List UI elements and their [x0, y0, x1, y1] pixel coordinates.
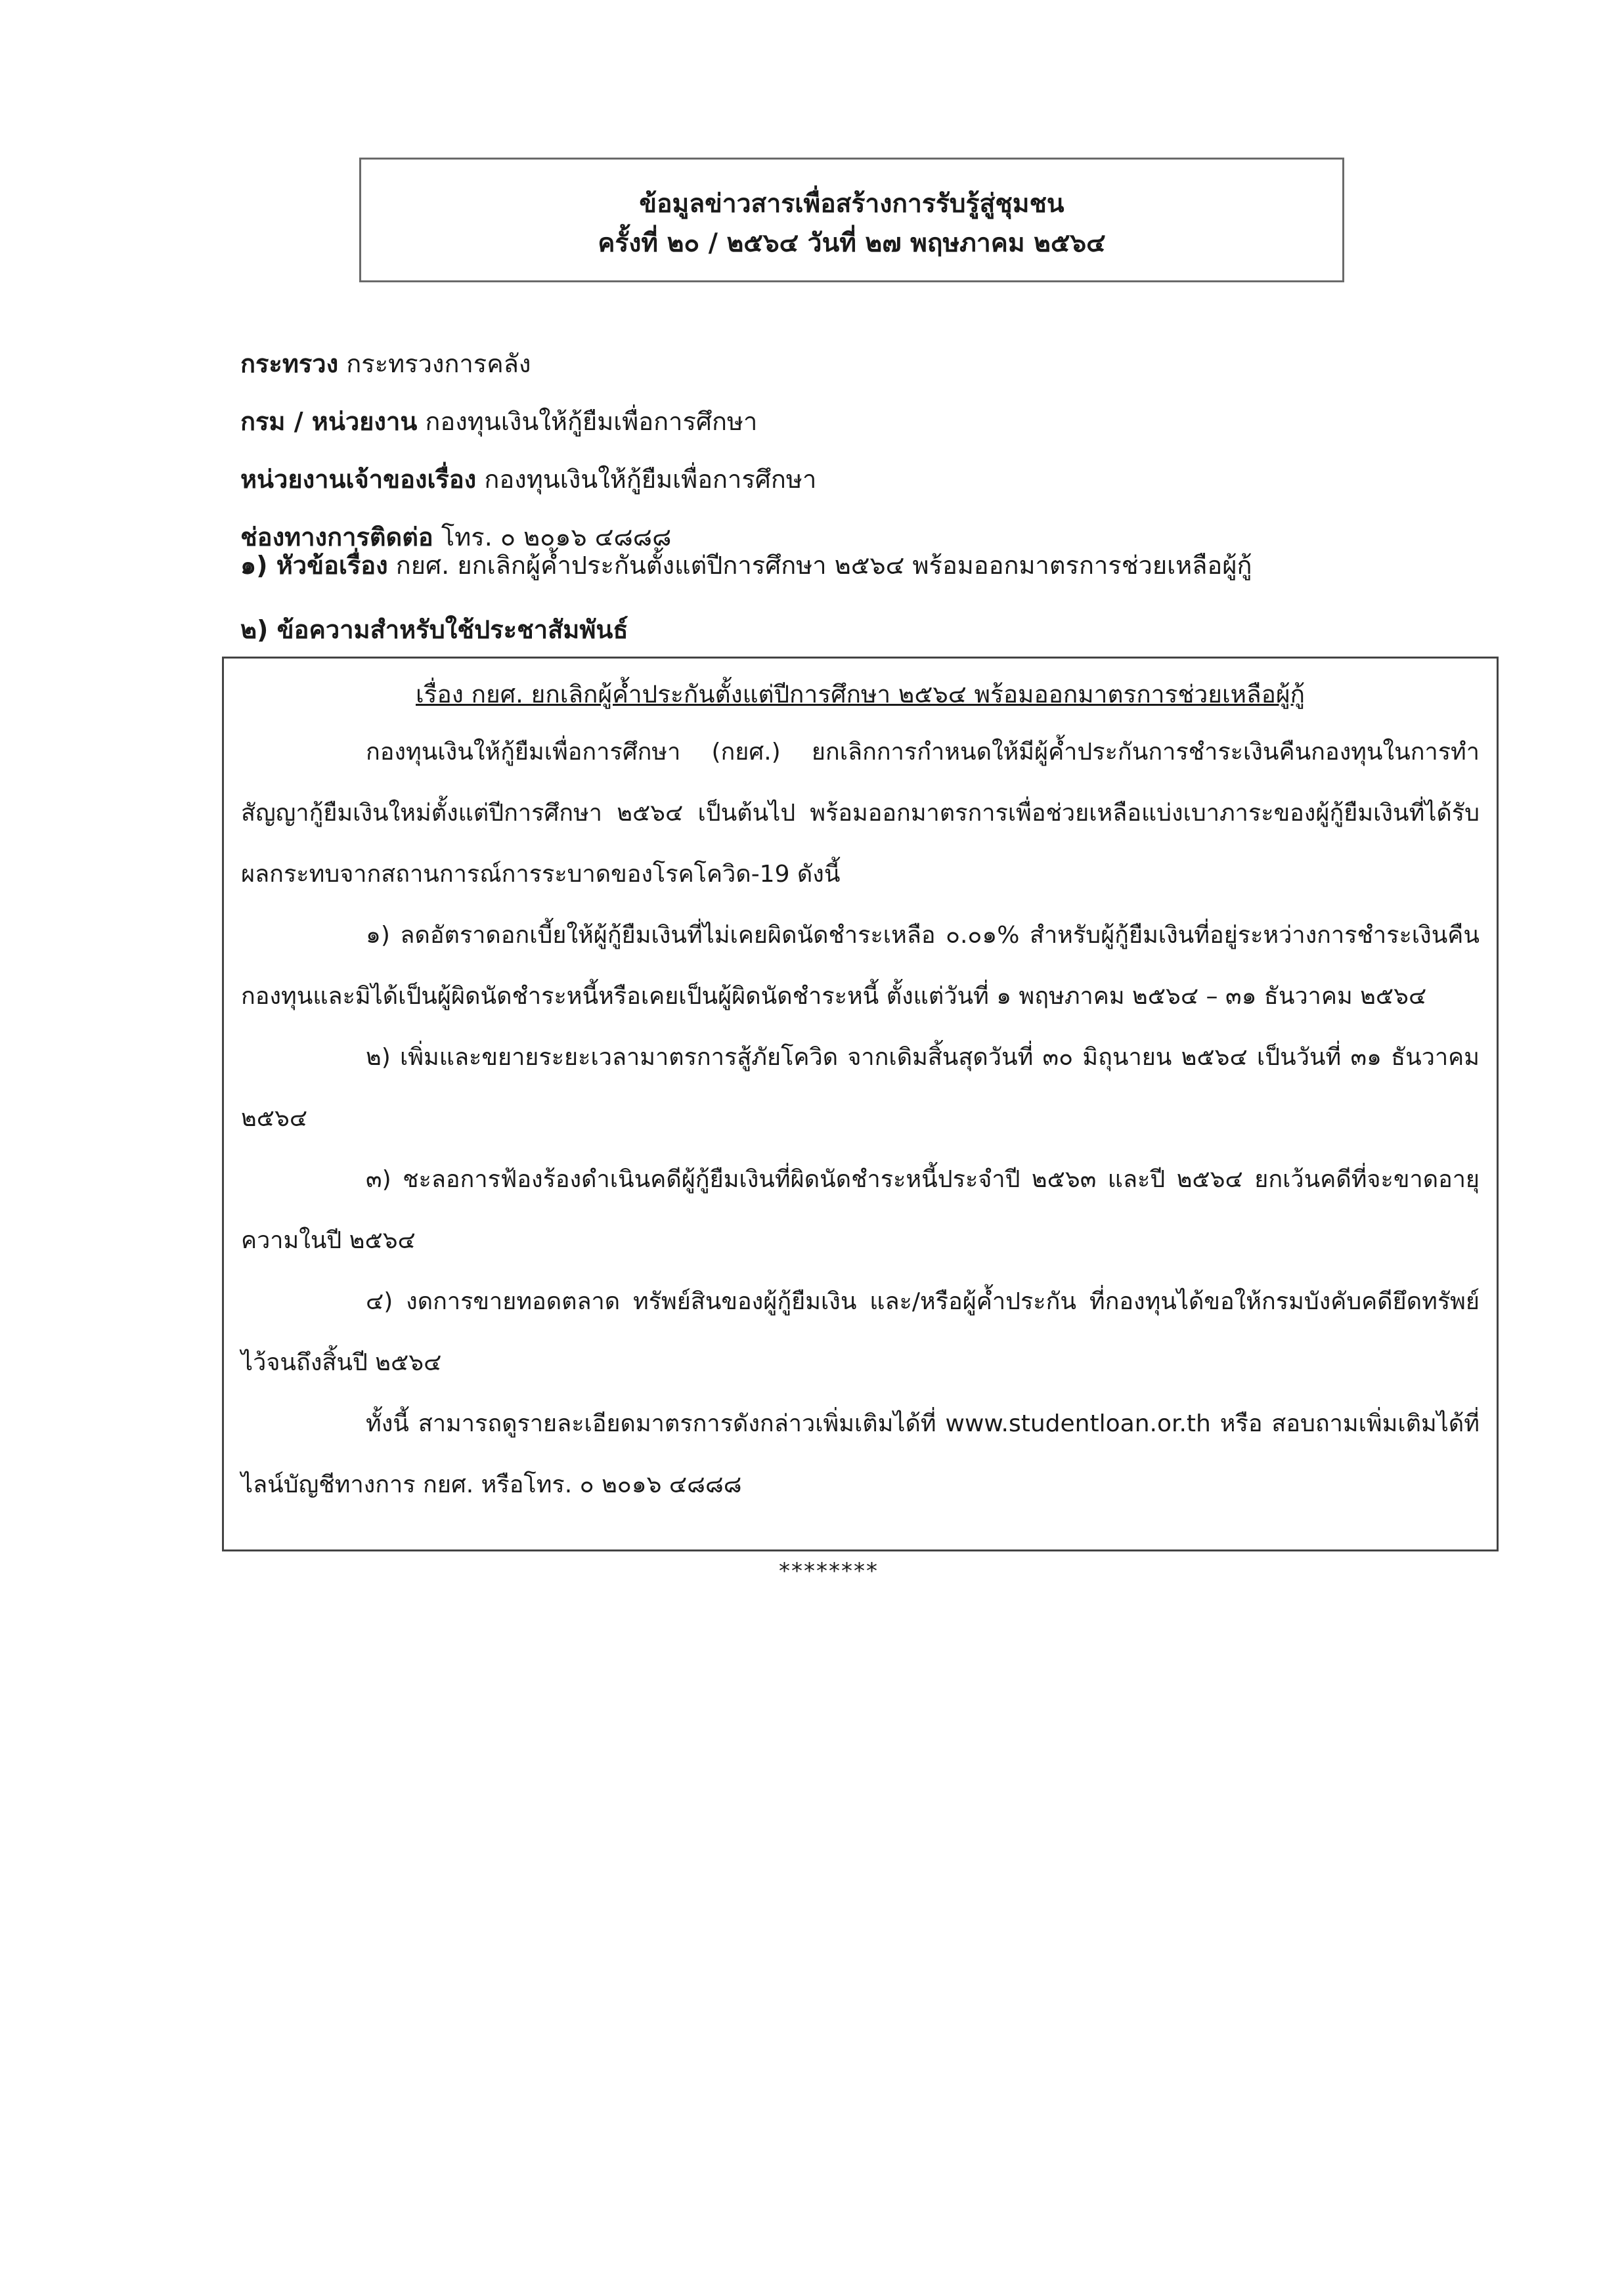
press-release-box	[222, 657, 1499, 1551]
owner-value: กองทุนเงินให้กู้ยืมเพื่อการศึกษา	[484, 465, 817, 494]
press-release-subject: เรื่อง กยศ. ยกเลิกผู้ค้ำประกันตั้งแต่ปีการศึกษา ๒๕๖๔ พร้อมออกมาตรการช่วยเหลือผู้กู้	[416, 680, 1305, 708]
section-1-value: กยศ. ยกเลิกผู้ค้ำประกันตั้งแต่ปีการศึกษา ๒๕๖๔ พร้อมออกมาตรการช่วยเหลือผู้กู้	[395, 551, 1252, 580]
issue-number-date: ครั้งที่ ๒๐ / ๒๕๖๔ วันที่ ๒๗ พฤษภาคม ๒๕๖๔	[598, 228, 1106, 258]
intro-paragraph: กองทุนเงินให้กู้ยืมเพื่อการศึกษา (กยศ.) ยกเลิกการกำหนดให้มีผู้ค้ำประกันการชำระเงินคืนกองทุนในการทำสัญญากู้ยืมเงินใหม่ตั้งแต่ปีการศึกษา ๒๕๖๔ เป็นต้นไป พร้อมออกมาตรการเพื่อช่วยเหลือแบ่งเบาภาระของผู้กู้ยืมเงินที่ได้รับผลกระทบจากสถานการณ์การระบาดของโรคโควิด-19 ดังนี้	[241, 739, 1480, 888]
ministry-label: กระทรวง	[240, 349, 339, 378]
department-row	[240, 393, 1455, 450]
section-2-heading	[240, 609, 628, 649]
contact-label: ช่องทางการติดต่อ	[240, 523, 433, 552]
measure-item-2: ๒) เพิ่มและขยายระยะเวลามาตรการสู้ภัยโควิด จากเดิมสิ้นสุดวันที่ ๓๐ มิถุนายน ๒๕๖๔ เป็นวันที่ ๓๑ ธันวาคม ๒๕๖๔	[241, 1044, 1480, 1132]
title-box	[359, 158, 1344, 282]
closing-paragraph: ทั้งนี้ สามารถดูรายละเอียดมาตรการดังกล่าวเพิ่มเติมได้ที่ www.studentloan.or.th หรือ สอบถามเพิ่มเติมได้ที่ไลน์บัญชีทางการ กยศ. หรือโทร. ๐ ๒๐๑๖ ๔๘๘๘	[241, 1410, 1480, 1498]
owner-label: หน่วยงานเจ้าของเรื่อง	[240, 465, 477, 494]
metadata-block	[240, 335, 1455, 566]
department-label: กรม / หน่วยงาน	[240, 407, 418, 436]
owner-row	[240, 450, 1455, 508]
section-1-label: ๑) หัวข้อเรื่อง	[240, 551, 388, 580]
ministry-value: กระทรวงการคลัง	[346, 349, 531, 378]
section-2-label: ๒) ข้อความสำหรับใช้ประชาสัมพันธ์	[240, 615, 628, 644]
ministry-row	[240, 335, 1455, 393]
section-1-topic	[240, 545, 1252, 585]
end-marker: ********	[779, 1558, 879, 1584]
contact-value: โทร. ๐ ๒๐๑๖ ๔๘๘๘	[441, 523, 672, 552]
department-value: กองทุนเงินให้กู้ยืมเพื่อการศึกษา	[425, 407, 758, 436]
measure-item-3: ๓) ชะลอการฟ้องร้องดำเนินคดีผู้กู้ยืมเงินที่ผิดนัดชำระหนี้ประจำปี ๒๕๖๓ และปี ๒๕๖๔ ยกเว้นคดีที่จะขาดอายุความในปี ๒๕๖๔	[241, 1166, 1480, 1254]
measure-item-1: ๑) ลดอัตราดอกเบี้ยให้ผู้กู้ยืมเงินที่ไม่เคยผิดนัดชำระเหลือ ๐.๐๑% สำหรับผู้กู้ยืมเงินที่อยู่ระหว่างการชำระเงินคืนกองทุนและมิได้เป็นผู้ผิดนัดชำระหนี้หรือเคยเป็นผู้ผิดนัดชำระหนี้ ตั้งแต่วันที่ ๑ พฤษภาคม ๒๕๖๔ – ๓๑ ธันวาคม ๒๕๖๔	[241, 922, 1480, 1010]
measure-item-4: ๔) งดการขายทอดตลาด ทรัพย์สินของผู้กู้ยืมเงิน และ/หรือผู้ค้ำประกัน ที่กองทุนได้ขอให้กรมบังคับคดียึดทรัพย์ไว้จนถึงสิ้นปี ๒๕๖๔	[241, 1288, 1480, 1376]
document-title: ข้อมูลข่าวสารเพื่อสร้างการรับรู้สู่ชุมชน	[639, 189, 1064, 219]
